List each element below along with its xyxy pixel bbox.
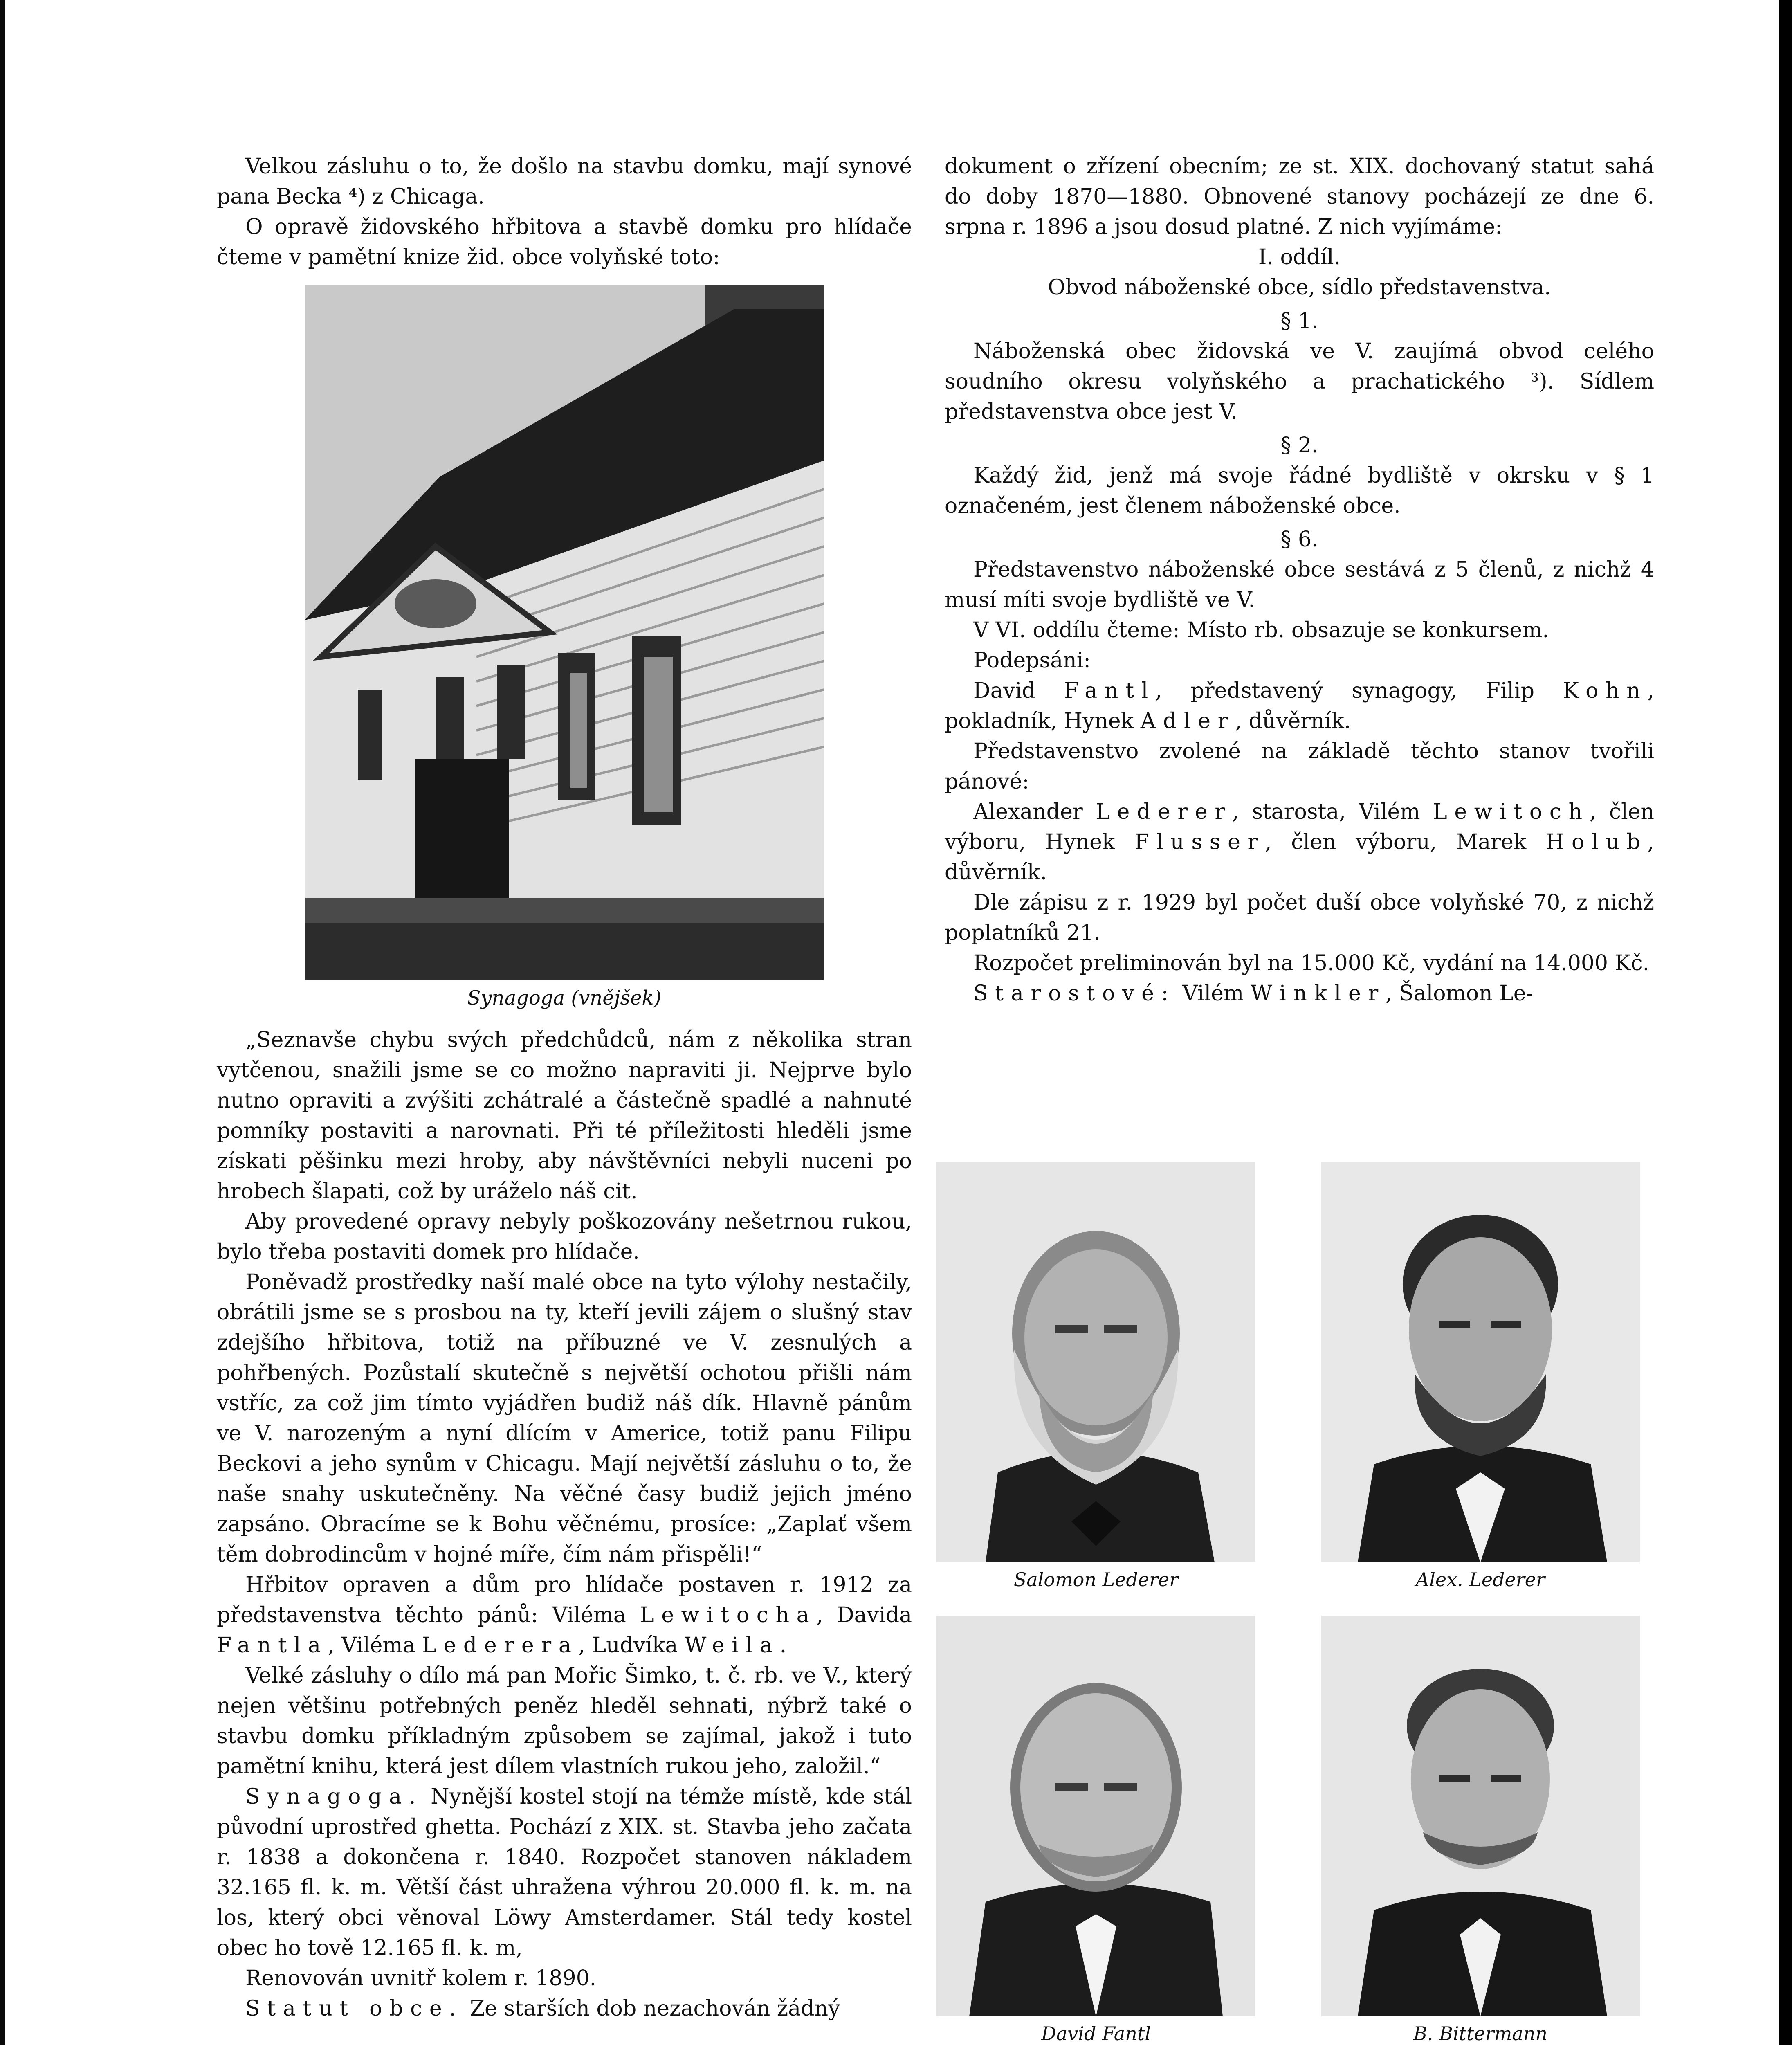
right-paragraph-10: Dle zápisu z r. 1929 byl počet duší obce volyňské 70, z nichž poplatníků 21. [945, 890, 1654, 945]
text-run: , starosta, Vilém [1232, 800, 1433, 824]
right-paragraph-3: Každý žid, jenž má svoje řádné bydliště v okrsku v § 1 označeném, jest členem náboženské obce. [945, 463, 1654, 518]
right-paragraph-12 [945, 978, 1654, 1009]
spaced-name: Winkler [1250, 981, 1386, 1006]
text-run: , Viléma [328, 1633, 422, 1658]
right-paragraph-7 [945, 676, 1654, 736]
text-run: , důvěrník. [1235, 709, 1351, 733]
paragraph-mark-1: § 1. [1280, 309, 1318, 333]
text-run: David [973, 679, 1064, 703]
left-paragraph-statut [217, 1993, 912, 2024]
text-run: , představený synagogy, Filip [1155, 679, 1563, 703]
spaced-name: Kohn [1563, 679, 1648, 703]
left-paragraph-synagoga [217, 1782, 912, 1963]
quote-paragraph-1: „Seznavše chybu svých předchůdců, nám z několika stran vytčenou, snažili jsme se co možno napraviti ji. Nejprve bylo nutno opraviti a zvýšiti zchátralé a částečně spadlé a nahnuté pomníky postaviti a narovnati. Při té příležitosti hleděli jsme získati pěšinku mezi hroby, aby návštěvníci nebyli nuceni po hrobech šlapati, což by uráželo náš cit. [217, 1028, 912, 1204]
portrait-david-fantl [936, 1616, 1255, 2045]
portrait-caption: Salomon Lederer [1013, 1569, 1179, 1591]
left-column [217, 151, 912, 2024]
text-run: Nynější kostel stojí na témže místě, kde stál původní uprostřed ghetta. Pochází z XIX. st. Stavba jeho začata r. 1838 a dokončena r. 1840. Rozpočet stanoven nákladem 32.165 fl. k. m. Větší část uhražena výhrou 20.000 fl. k. m. na los, který obci věnoval Löwy Amsterdamer. Stál tedy kostel obec ho tově 12.165 fl. k. m, [217, 1784, 912, 1960]
text-run: , Ludvíka [578, 1633, 685, 1658]
text-run: , člen výboru, Hynek [945, 800, 1654, 854]
paragraph-mark-6: § 6. [1280, 527, 1318, 552]
text-run: Vilém [1175, 981, 1251, 1006]
text-run: , důvěrník. [945, 830, 1654, 885]
left-paragraph-2: O opravě židovského hřbitova a stavbě domku pro hlídače čteme v pamětní knize žid. obce volyňské toto: [217, 215, 912, 270]
left-paragraph-renovated: Renovován uvnitř kolem r. 1890. [245, 1966, 597, 1991]
spaced-name: Lewitocha [640, 1603, 817, 1627]
right-paragraph-5: V VI. oddílu čteme: Místo rb. obsazuje se konkursem. [973, 618, 1549, 643]
spaced-name: Weila [684, 1633, 780, 1658]
left-paragraph-4: Velké zásluhy o dílo má pan Mořic Šimko, t. č. rb. ve V., který nejen většinu potřebných peněz hleděl sehnati, nýbrž také o stavbu domku příkladným způsobem se zajímal, jakož i tuto pamětní knihu, která jest dílem vlastních rukou jeho, založil.“ [217, 1663, 912, 1779]
spaced-name: Lederer [1096, 800, 1232, 824]
section-oddil: I. oddíl. [1258, 245, 1341, 270]
portrait-caption: B. Bittermann [1413, 2023, 1548, 2045]
spaced-name: Lederera [422, 1633, 579, 1658]
portrait-salomon-lederer [936, 1162, 1255, 1592]
spaced-name: Holub [1546, 830, 1648, 854]
portrait-photo [936, 1616, 1255, 2016]
right-paragraph-2: Náboženská obec židovská ve V. zaujímá obvod celého soudního okresu volyňského a prachatického ³). Sídlem představenstva obce jest V. [945, 339, 1654, 424]
right-paragraph-4: Představenstvo náboženské obce sestává z 5 členů, z nichž 4 musí míti svoje bydliště ve V. [945, 557, 1654, 612]
text-run: Hřbitov opraven a dům pro hlídače postaven r. 1912 za představenstva těchto pánů: Viléma [217, 1573, 912, 1627]
portrait-photo [1321, 1162, 1640, 1562]
right-paragraph-1: dokument o zřízení obecním; ze st. XIX. dochovaný statut sahá do doby 1870—1880. Obnovené stanovy pocházejí ze dne 6. srpna r. 1896 a jsou dosud platné. Z nich vyjímáme: [945, 154, 1654, 239]
spaced-name: Lewitoch [1433, 800, 1590, 824]
portrait-photo [1321, 1616, 1640, 2016]
spaced-name: Fantl [1064, 679, 1155, 703]
text-run: , pokladník, Hynek [945, 679, 1654, 733]
section-heading: Starostové: [973, 981, 1176, 1006]
portrait-alex-lederer [1321, 1162, 1640, 1592]
spaced-name: Adler [1140, 709, 1235, 733]
synagogue-photo [305, 285, 824, 980]
right-paragraph-6: Podepsáni: [973, 648, 1091, 673]
quote-paragraph-3: Poněvadž prostředky naší malé obce na tyto výlohy nestačily, obrátili jsme se s prosbou na ty, kteří jevili zájem o slušný stav zdejšího hřbitova, totiž na příbuzné ve V. zesnulých a pohřbených. Pozůstalí skutečně s největší ochotou přišli nám vstříc, za což jim tímto vyjádřen budiž náš dík. Hlavně pánům ve V. narozeným a nyní dlícím v Americe, totiž panu Filipu Beckovi a jeho synům v Chicagu. Mají největší zásluhu o to, že naše snahy uskutečněny. Na věčné časy budiž jejich jméno zapsáno. Obracíme se k Bohu věčnému, prosíce: „Zaplať všem těm dobrodincům v hojné míře, čím nám přispěli!“ [217, 1270, 912, 1567]
right-column [945, 151, 1654, 1009]
portrait-grid [936, 1162, 1652, 2045]
spaced-name: Fantla [217, 1633, 328, 1658]
right-paragraph-9 [945, 797, 1654, 888]
section-oddil-title: Obvod náboženské obce, sídlo představenstva. [1048, 275, 1551, 300]
portrait-caption: Alex. Lederer [1416, 1569, 1545, 1591]
spaced-name: Flusser [1134, 830, 1265, 854]
left-paragraph-1: Velkou zásluhu o to, že došlo na stavbu domku, mají synové pana Becka ⁴) z Chicaga. [217, 154, 912, 209]
section-heading: Synagoga. [245, 1784, 423, 1809]
portrait-caption: David Fantl [1041, 2023, 1151, 2045]
text-run: , Šalomon Le- [1385, 981, 1534, 1006]
synagogue-caption: Synagoga (vnějšek) [467, 987, 662, 1009]
right-paragraph-8: Představenstvo zvolené na základě těchto stanov tvořili pánové: [945, 739, 1654, 794]
right-paragraph-11: Rozpočet preliminován byl na 15.000 Kč, vydání na 14.000 Kč. [973, 951, 1650, 975]
text-run: Ze starších dob nezachován žádný [463, 1996, 840, 2021]
text-run: , Davida [816, 1603, 912, 1627]
text-run: . [779, 1633, 787, 1658]
scan-edge-right [1779, 0, 1792, 2045]
left-paragraph-3 [217, 1570, 912, 1661]
quote-paragraph-2: Aby provedené opravy nebyly poškozovány nešetrnou rukou, bylo třeba postaviti domek pro hlídače. [217, 1209, 912, 1264]
paragraph-mark-2: § 2. [1280, 433, 1318, 458]
portrait-b-bittermann [1321, 1616, 1640, 2045]
section-heading: Statut obce. [245, 1996, 463, 2021]
text-run: , člen výboru, Marek [1265, 830, 1546, 854]
portrait-photo [936, 1162, 1255, 1562]
text-run: Alexander [973, 800, 1096, 824]
